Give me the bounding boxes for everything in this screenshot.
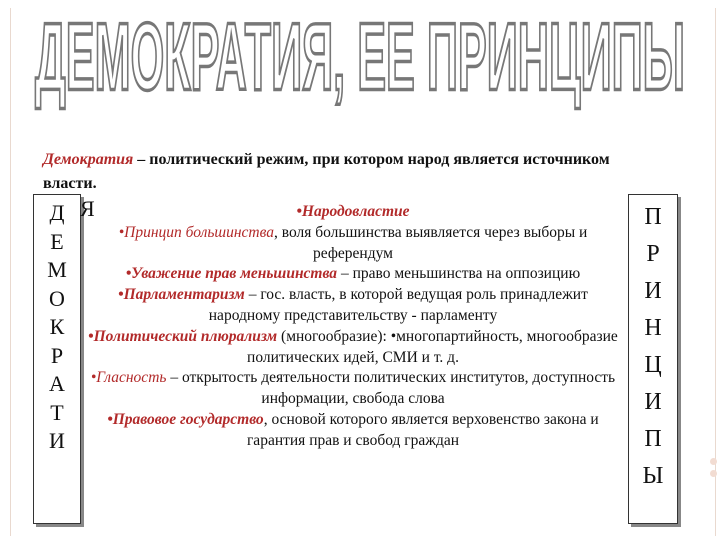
definition-body: – политический режим, при котором народ является источником власти. [43,151,610,192]
principle-name: •Правовое государство [107,410,264,428]
principle-item [88,264,618,285]
principle-description: – гос. власть, в которой ведущая роль принадлежит народному представительству - парламенту [208,286,588,324]
definition-term: Демократия [43,151,134,168]
left-acrostic-column [33,194,81,524]
acrostic-letter: Ы [642,463,664,489]
definition-text [43,148,663,196]
acrostic-letter: И [49,428,65,453]
principle-item [88,410,618,452]
principle-description: , воля большинства выявляется через выборы и референдум [274,223,588,262]
acrostic-letter: П [644,204,662,230]
principle-item [88,223,618,265]
principle-name: •Принцип большинства [118,223,274,241]
decorative-dot [710,470,717,477]
principle-name: •Народовластие [296,203,410,220]
principle-description: – право меньшинства на оппозицию [337,265,581,283]
acrostic-letter: П [644,426,662,452]
acrostic-letter: Р [646,241,660,267]
principle-description: – открытость деятельности политических институтов, доступность информации, свобода слова [166,369,616,408]
slide-title [30,18,690,128]
principle-item [88,202,618,223]
acrostic-letter: Т [50,399,64,425]
principle-name: •Политический плюрализм [88,327,278,345]
acrostic-letter: Е [50,228,64,254]
acrostic-letter: О [49,285,65,311]
principle-item [88,368,618,410]
left-acrostic-extra-letter: Я [80,196,95,221]
principle-item [88,285,618,327]
principles-list [88,202,618,452]
right-acrostic-column [628,194,678,524]
acrostic-letter: М [47,257,67,282]
principle-name: •Парламентаризм [118,286,245,304]
principle-description: (многообразие): •многопартийность, многообразие политических идей, СМИ и т. д. [247,327,618,366]
principle-name: •Гласность [90,369,167,387]
acrostic-letter: К [49,314,65,339]
title-text: ДЕМОКРАТИЯ, ЕЕ ПРИНЦИПЫ [35,18,686,111]
decorative-dot [710,458,717,465]
acrostic-letter: И [644,278,662,304]
principle-name: •Уважение прав меньшинства [125,265,338,283]
acrostic-letter: И [644,389,662,415]
principle-description: , основой которого является верховенство закона и гарантия прав и свобод граждан [246,410,599,449]
acrostic-letter: Ц [644,352,662,378]
acrostic-letter: А [49,371,65,396]
acrostic-letter: Р [50,342,64,368]
acrostic-letter: Д [49,200,65,225]
acrostic-letter: Н [644,315,662,341]
principle-item [88,327,618,369]
